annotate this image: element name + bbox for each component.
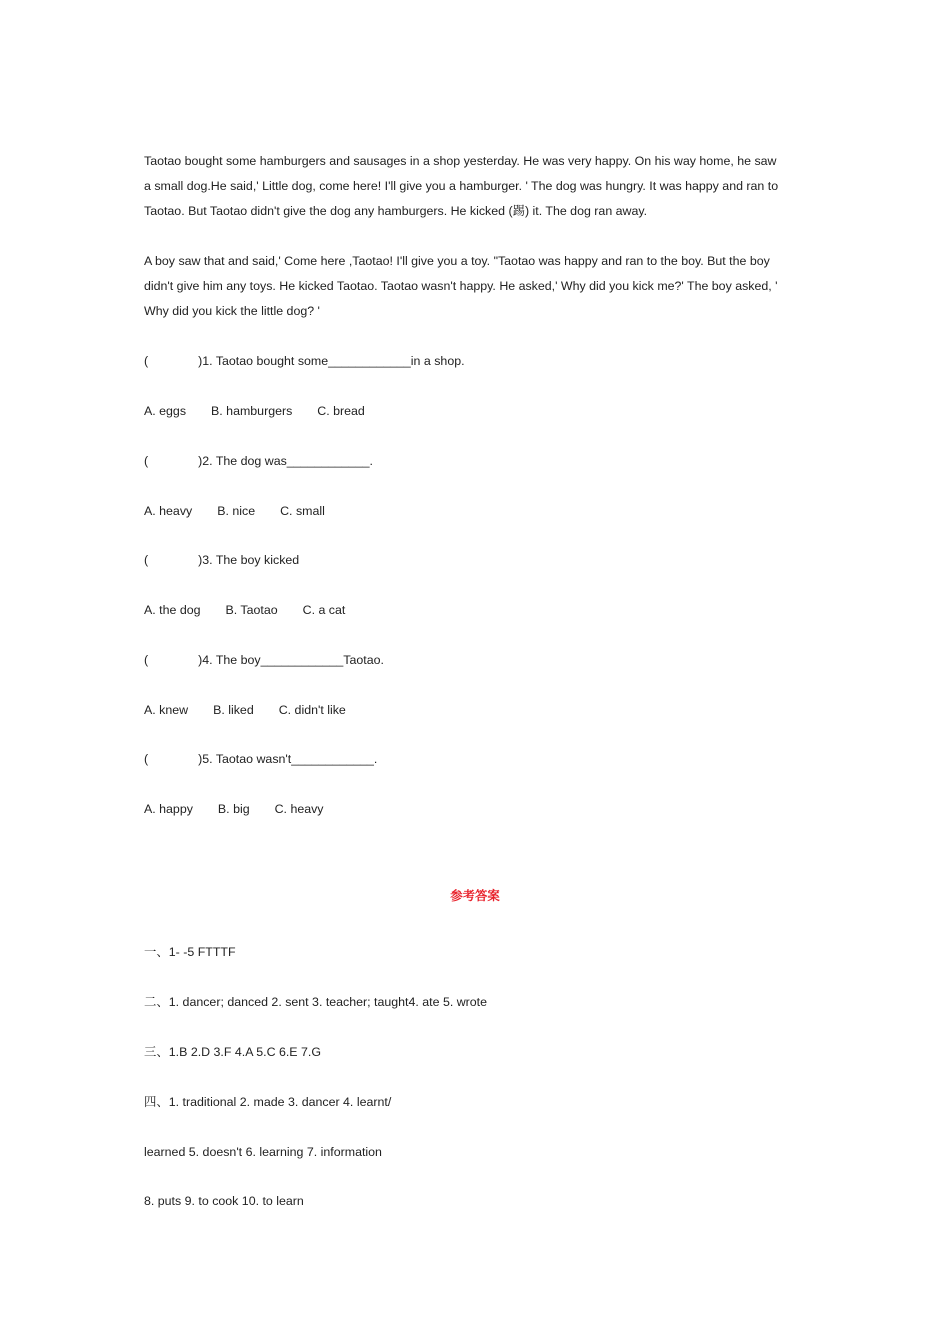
option-b: B. liked bbox=[213, 703, 254, 717]
answer-line: 二、1. dancer; danced 2. sent 3. teacher; taught4. ate 5. wrote bbox=[144, 995, 488, 1009]
question-stem: 1. Taotao bought some____________in a shop. bbox=[202, 354, 465, 368]
paren-open: ( bbox=[144, 454, 149, 468]
passage-line: Why did you kick the little dog? ' bbox=[144, 304, 320, 318]
passage-line: A boy saw that and said,' Come here ,Taotao! I'll give you a toy. "Taotao was happy and ran to the boy. But the boy bbox=[144, 254, 770, 268]
paren-close: ) bbox=[198, 553, 203, 567]
passage-line: a small dog.He said,' Little dog, come here! I'll give you a hamburger. ' The dog was hungry. It was happy and ran to bbox=[144, 179, 779, 193]
passage-line: didn't give him any toys. He kicked Taotao. Taotao wasn't happy. He asked,' Why did you kick me?' The boy asked, ' bbox=[144, 279, 778, 293]
option-c: C. small bbox=[280, 504, 325, 518]
answer-line: 8. puts 9. to cook 10. to learn bbox=[144, 1194, 304, 1208]
option-a: A. heavy bbox=[144, 504, 193, 518]
option-c: C. bread bbox=[317, 404, 365, 418]
option-c: C. a cat bbox=[302, 603, 346, 617]
question-5 bbox=[144, 751, 377, 767]
option-a: A. knew bbox=[144, 703, 189, 717]
paren-open: ( bbox=[144, 354, 149, 368]
paren-close: ) bbox=[198, 454, 203, 468]
answer-line: 三、1.B 2.D 3.F 4.A 5.C 6.E 7.G bbox=[144, 1045, 321, 1059]
option-a: A. the dog bbox=[144, 603, 201, 617]
answer-line: 四、1. traditional 2. made 3. dancer 4. learnt/ bbox=[144, 1095, 392, 1109]
passage-line: Taotao bought some hamburgers and sausages in a shop yesterday. He was very happy. On his way home, he saw bbox=[144, 154, 777, 168]
answer-line: 一、1- -5 FTTTF bbox=[144, 945, 236, 959]
question-stem: 3. The boy kicked bbox=[202, 553, 300, 567]
option-b: B. Taotao bbox=[225, 603, 278, 617]
question-stem: 4. The boy____________Taotao. bbox=[202, 653, 384, 667]
paren-open: ( bbox=[144, 553, 149, 567]
option-a: A. eggs bbox=[144, 404, 187, 418]
option-c: C. didn't like bbox=[278, 703, 346, 717]
paren-close: ) bbox=[198, 752, 203, 766]
option-c: C. heavy bbox=[274, 802, 324, 816]
passage-line: Taotao. But Taotao didn't give the dog any hamburgers. He kicked (踢) it. The dog ran away. bbox=[144, 204, 648, 218]
option-a: A. happy bbox=[144, 802, 193, 816]
option-b: B. hamburgers bbox=[211, 404, 293, 418]
question-4-options bbox=[144, 702, 346, 718]
paren-close: ) bbox=[198, 653, 203, 667]
question-3-options bbox=[144, 602, 345, 618]
paren-open: ( bbox=[144, 653, 149, 667]
paren-open: ( bbox=[144, 752, 149, 766]
question-2 bbox=[144, 453, 373, 469]
answer-line: learned 5. doesn't 6. learning 7. information bbox=[144, 1145, 382, 1159]
question-3 bbox=[144, 552, 299, 568]
question-4 bbox=[144, 652, 384, 668]
question-1-options bbox=[144, 403, 365, 419]
paren-close: ) bbox=[198, 354, 203, 368]
option-b: B. nice bbox=[217, 504, 256, 518]
question-stem: 5. Taotao wasn't____________. bbox=[202, 752, 378, 766]
question-1 bbox=[144, 353, 465, 369]
question-5-options bbox=[144, 801, 324, 817]
question-stem: 2. The dog was____________. bbox=[202, 454, 373, 468]
question-2-options bbox=[144, 503, 325, 519]
option-b: B. big bbox=[217, 802, 250, 816]
answer-key-heading: 参考答案 bbox=[450, 889, 500, 903]
